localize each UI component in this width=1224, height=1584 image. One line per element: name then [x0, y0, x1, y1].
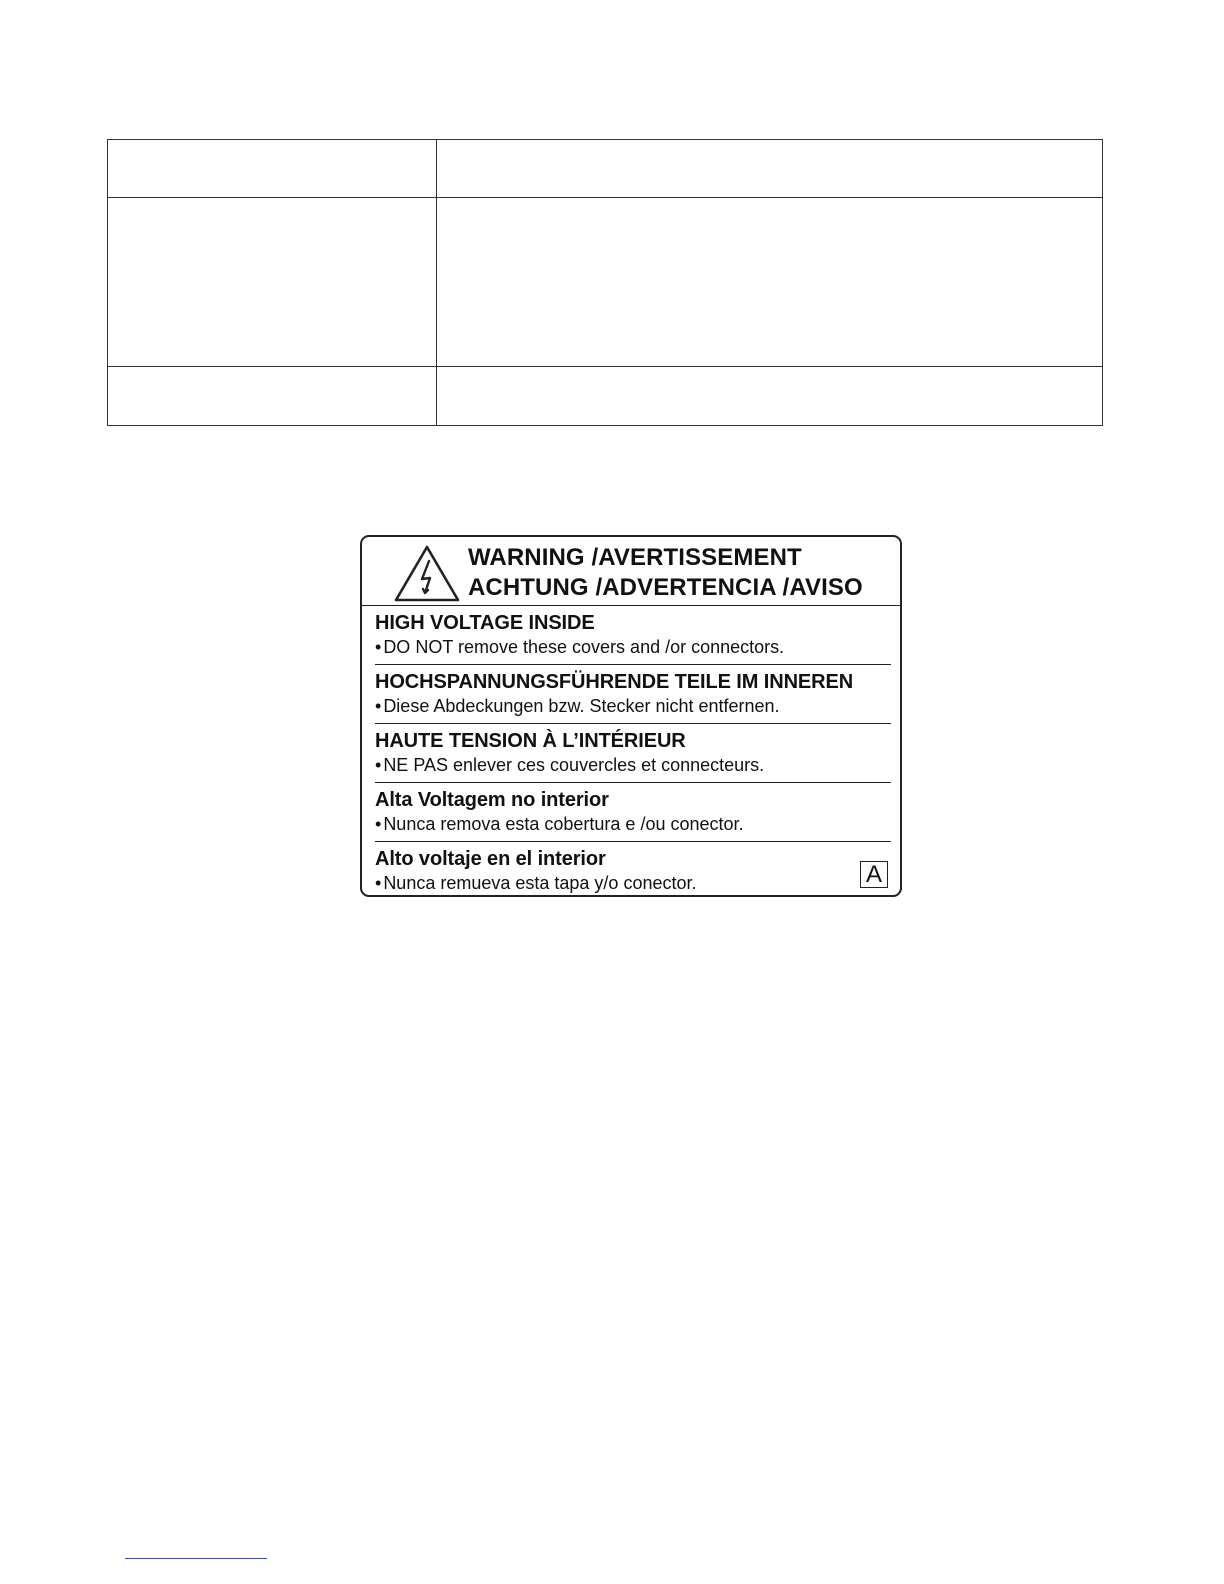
high-voltage-warning-label: [360, 535, 902, 897]
warning-title-line-2: ACHTUNG /ADVERTENCIA /AVISO: [468, 574, 863, 601]
table-row: [108, 367, 1103, 426]
lightning-bolt-triangle-icon: [393, 544, 461, 604]
bullet-icon: •: [375, 637, 382, 657]
warning-label-header: [362, 537, 900, 606]
section-title: HOCHSPANNUNGSFÜHRENDE TEILE IM INNEREN: [375, 671, 854, 693]
table-row: [108, 198, 1103, 367]
table-cell: [437, 140, 1103, 198]
bullet-icon: •: [375, 755, 382, 775]
bullet-icon: •: [375, 696, 382, 716]
label-version-mark: A: [860, 861, 888, 888]
table-cell: [437, 367, 1103, 426]
warning-title-line-1: WARNING /AVERTISSEMENT: [468, 544, 802, 571]
table-cell: [437, 198, 1103, 367]
section-title: Alta Voltagem no interior: [375, 789, 609, 811]
table-cell: [108, 198, 437, 367]
table-cell: [108, 367, 437, 426]
warning-section-portuguese: [375, 788, 891, 842]
section-instruction: NE PAS enlever ces couvercles et connecteurs.: [383, 755, 765, 775]
section-title: HIGH VOLTAGE INSIDE: [375, 612, 595, 634]
section-instruction: Nunca remueva esta tapa y/o conector.: [383, 873, 697, 893]
table-cell: [108, 140, 437, 198]
section-title: HAUTE TENSION À L’INTÉRIEUR: [375, 730, 686, 752]
table-row: [108, 140, 1103, 198]
empty-table: [107, 139, 1103, 426]
warning-section-spanish: [375, 847, 891, 893]
section-instruction: Nunca remova esta cobertura e /ou conector.: [383, 814, 744, 834]
warning-section-german: [375, 670, 891, 724]
bullet-icon: •: [375, 873, 382, 893]
footnote-rule: [125, 1558, 267, 1559]
warning-section-english: [375, 611, 891, 665]
section-title: Alto voltaje en el interior: [375, 848, 606, 870]
warning-titles: [468, 543, 863, 603]
bullet-icon: •: [375, 814, 382, 834]
warning-section-french: [375, 729, 891, 783]
section-instruction: Diese Abdeckungen bzw. Stecker nicht entfernen.: [383, 696, 780, 716]
section-instruction: DO NOT remove these covers and /or connectors.: [383, 637, 785, 657]
